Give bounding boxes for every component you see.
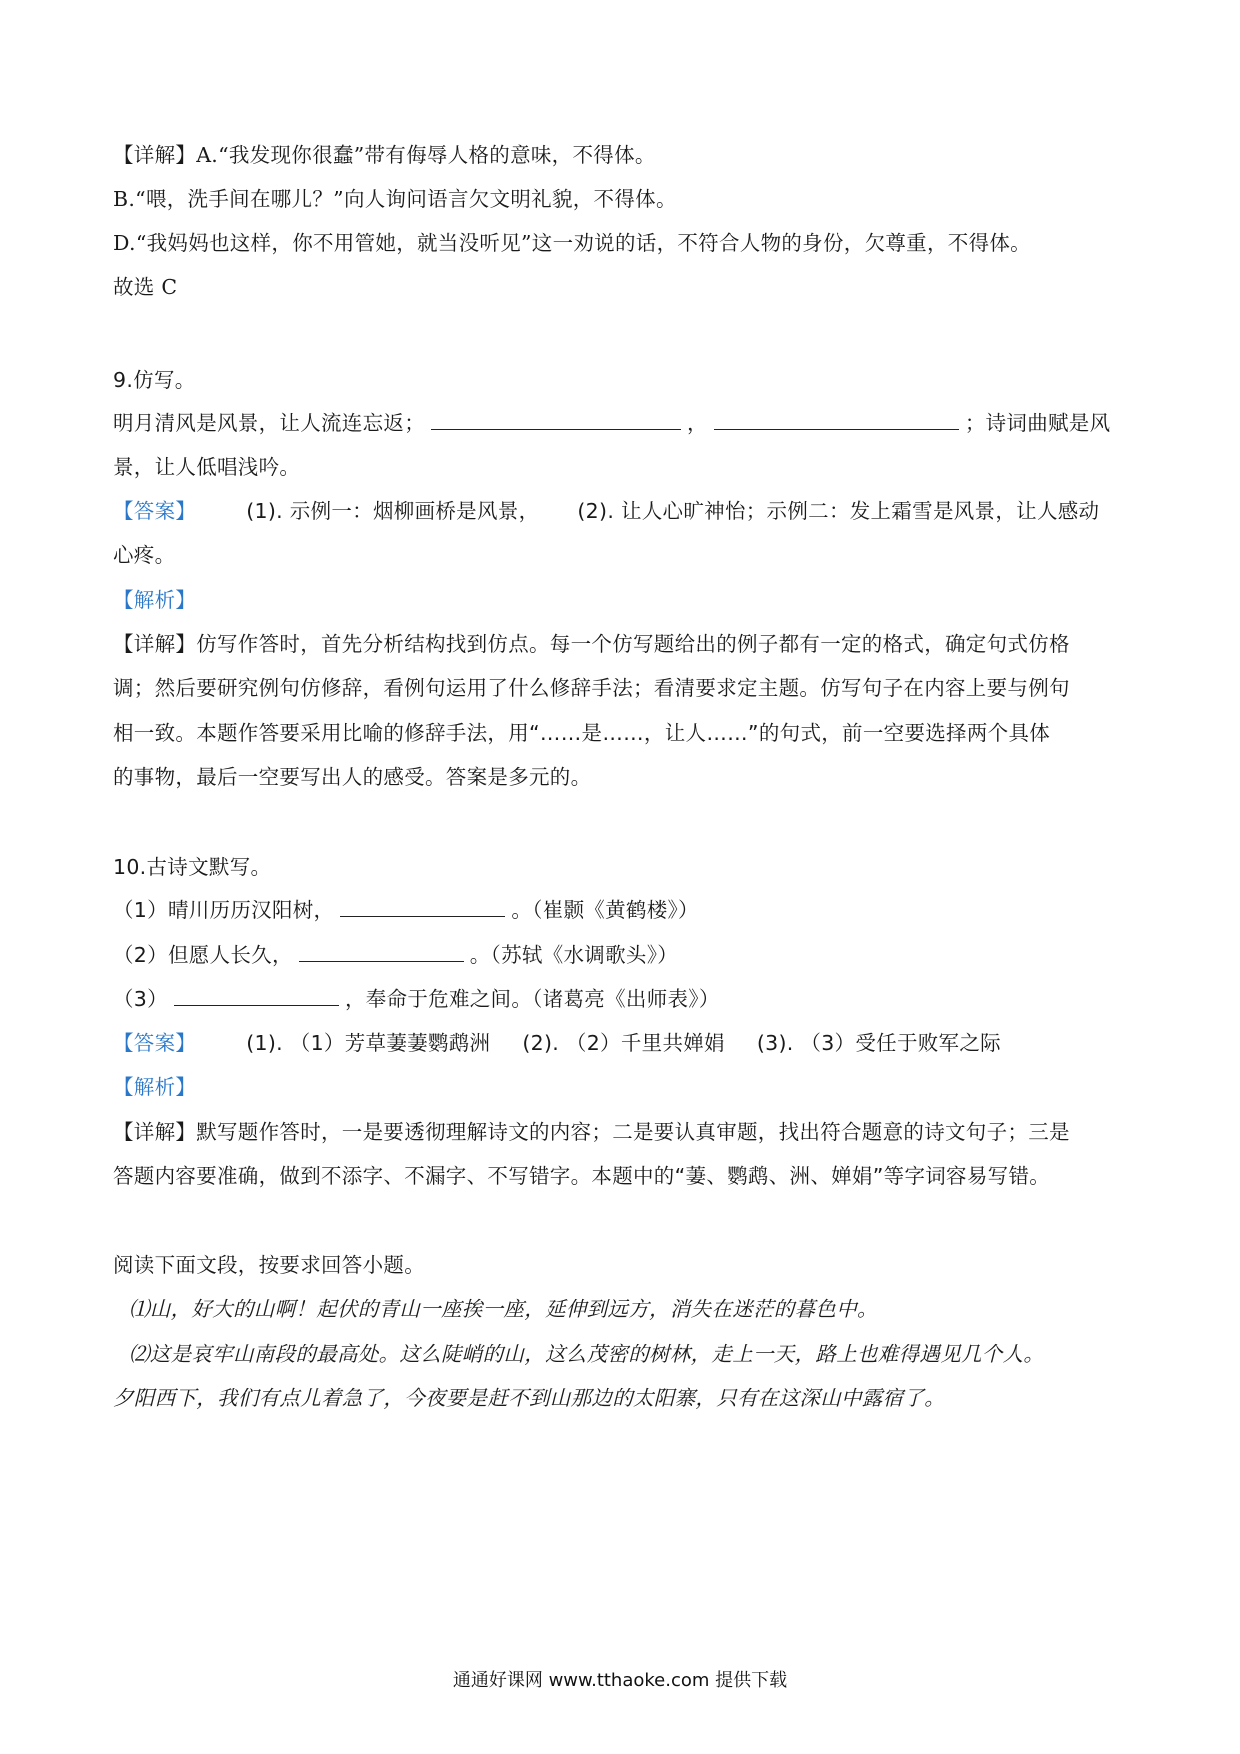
q10-item-3 — [113, 984, 1133, 1014]
q10-item-1-post: 。（崔颢《黄鹤楼》） — [511, 898, 699, 922]
q10-item-3-post: ，奉命于危难之间。（诸葛亮《出师表》） — [344, 987, 720, 1011]
q9-detail-1: 【详解】仿写作答时，首先分析结构找到仿点。每一个仿写题给出的例子都有一定的格式，确定句式仿格 — [113, 632, 1070, 656]
q10-item-2 — [113, 940, 1133, 970]
q9-prompt-end: ；诗词曲赋是风 — [964, 411, 1111, 435]
q10-title: 10.古诗文默写。 — [113, 855, 272, 879]
q8-detail-d: D.“我妈妈也这样，你不用管她，就当没听见”这一劝说的话，不符合人物的身份，欠尊重，不得体。 — [113, 231, 1031, 255]
page-footer: 通通好课网 www.tthaoke.com 提供下载 — [452, 1670, 788, 1691]
q10-blank-2[interactable] — [299, 941, 464, 962]
q9-title: 9.仿写。 — [113, 368, 196, 392]
q9-detail-2: 调；然后要研究例句仿修辞，看例句运用了什么修辞手法；看清要求定主题。仿写句子在内容上要与例句 — [113, 676, 1070, 700]
q10-answer-3: (3). （3）受任于败军之际 — [756, 1031, 1001, 1055]
q10-answer — [113, 1028, 1133, 1058]
reading-intro: 阅读下面文段，按要求回答小题。 — [113, 1253, 425, 1277]
q9-blank-2[interactable] — [714, 409, 959, 430]
analysis-tag: 【解析】 — [113, 1075, 197, 1099]
reading-para-2-line-1: ⑵这是哀牢山南段的最高处。这么陡峭的山，这么茂密的树林，走上一天，路上也难得遇见几个人。 — [129, 1342, 1045, 1366]
q8-detail-a: 【详解】A.“我发现你很蠢”带有侮辱人格的意味，不得体。 — [113, 143, 656, 167]
q8-choice: 故选 C — [113, 275, 178, 299]
q10-answer-1: (1). （1）芳草萋萋鹦鹉洲 — [246, 1031, 491, 1055]
q10-answer-2: (2). （2）千里共婵娟 — [522, 1031, 725, 1055]
q10-detail-2: 答题内容要准确，做到不添字、不漏字、不写错字。本题中的“萋、鹦鹉、洲、婵娟”等字词容易写错。 — [113, 1164, 1051, 1188]
q9-answer — [113, 496, 1133, 526]
q9-answer-2: (2). 让人心旷神怡；示例二：发上霜雪是风景，让人感动 — [577, 499, 1100, 523]
reading-para-2-line-2: 夕阳西下，我们有点儿着急了，今夜要是赶不到山那边的太阳寨，只有在这深山中露宿了。 — [113, 1386, 945, 1410]
q10-analysis-tag — [113, 1072, 1133, 1102]
q10-item-1-pre: （1）晴川历历汉阳树， — [113, 898, 335, 922]
q10-item-2-pre: （2）但愿人长久， — [113, 943, 293, 967]
reading-para-1: ⑴山，好大的山啊！起伏的青山一座挨一座，延伸到远方，消失在迷茫的暮色中。 — [129, 1297, 878, 1321]
q10-blank-3[interactable] — [174, 985, 339, 1006]
answer-tag: 【答案】 — [113, 499, 197, 523]
q9-prompt-mid: ， — [687, 411, 708, 435]
q10-item-1 — [113, 895, 1133, 925]
q9-prompt-cont: 景，让人低唱浅吟。 — [113, 455, 301, 479]
q9-detail-4: 的事物，最后一空要写出人的感受。答案是多元的。 — [113, 765, 592, 789]
q9-prompt — [113, 408, 1133, 438]
q10-item-3-pre: （3） — [113, 987, 168, 1011]
analysis-tag: 【解析】 — [113, 588, 197, 612]
q9-prompt-start: 明月清风是风景，让人流连忘返； — [113, 411, 425, 435]
q10-blank-1[interactable] — [340, 896, 505, 917]
q9-detail-3: 相一致。本题作答要采用比喻的修辞手法，用“……是……，让人……”的句式，前一空要选择两个具体 — [113, 721, 1051, 745]
q9-analysis-tag — [113, 585, 1133, 615]
q10-detail-1: 【详解】默写题作答时，一是要透彻理解诗文的内容；二是要认真审题，找出符合题意的诗文句子；三是 — [113, 1120, 1070, 1144]
q9-answer-cont: 心疼。 — [113, 543, 176, 567]
q9-answer-1: (1). 示例一：烟柳画桥是风景， — [246, 499, 540, 523]
q9-blank-1[interactable] — [431, 409, 681, 430]
q10-item-2-post: 。（苏轼《水调歌头》） — [469, 943, 679, 967]
q8-detail-b: B.“喂，洗手间在哪儿？”向人询问语言欠文明礼貌，不得体。 — [113, 187, 677, 211]
answer-tag: 【答案】 — [113, 1031, 197, 1055]
